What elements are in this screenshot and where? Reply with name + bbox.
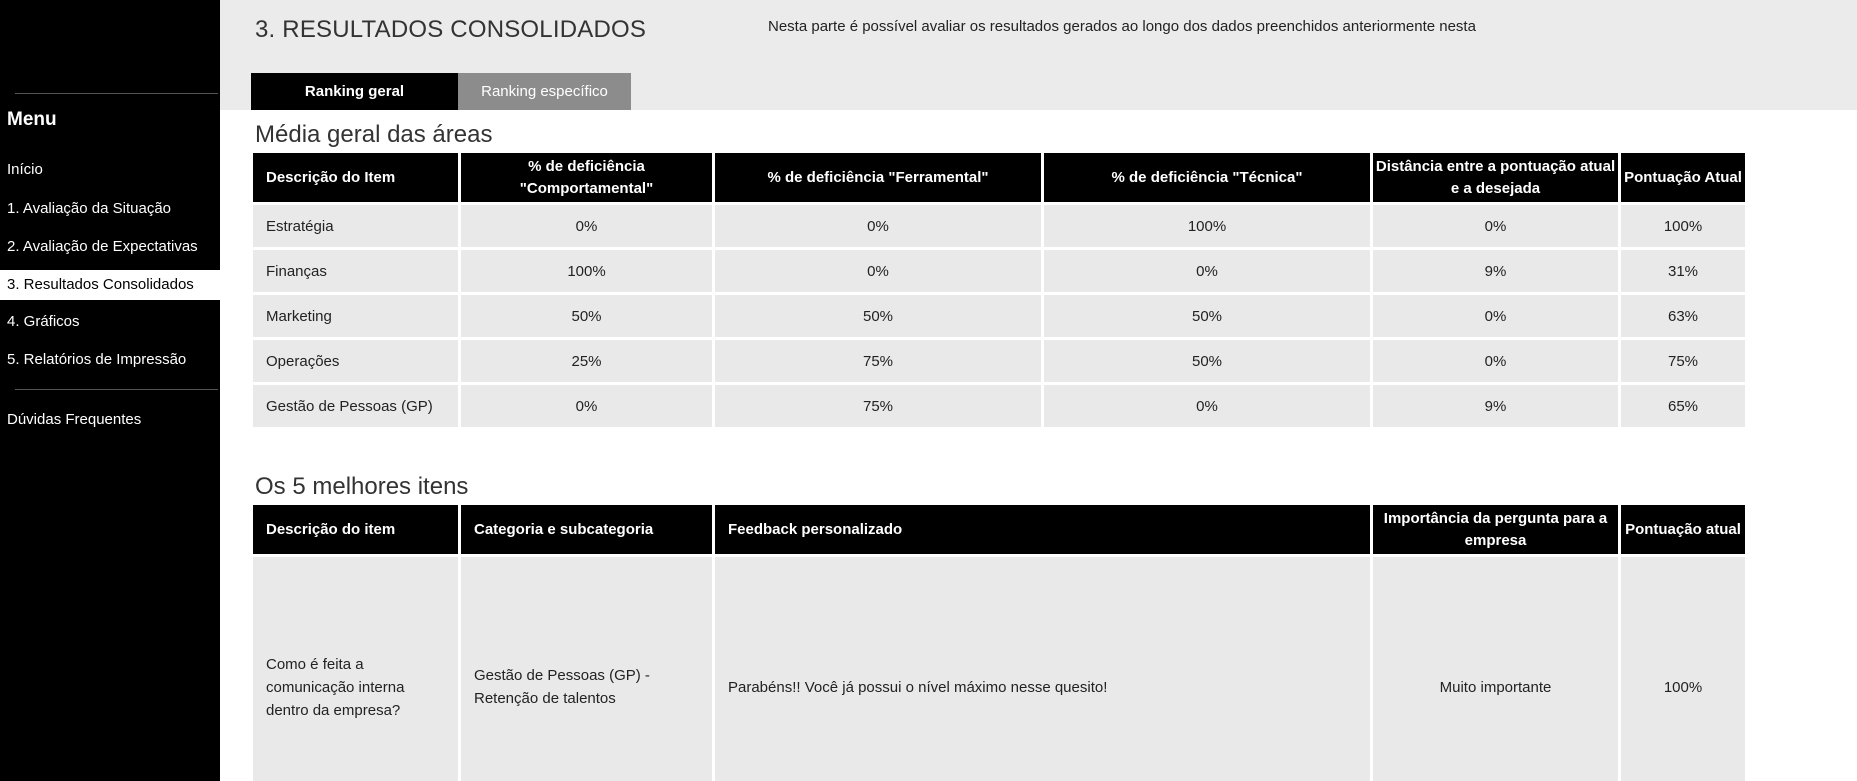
table-cell: 0% (715, 205, 1041, 247)
table-row (253, 340, 1745, 382)
table-cell: 75% (715, 340, 1041, 382)
table-cell: 50% (715, 295, 1041, 337)
column-header: Importância da pergunta para a empresa (1373, 505, 1618, 554)
sidebar (0, 0, 220, 781)
table-cell: 9% (1373, 385, 1618, 427)
table-cell: 0% (461, 205, 712, 247)
table-cell: 100% (461, 250, 712, 292)
table-cell: Parabéns!! Você já possui o nível máximo nesse quesito! (715, 557, 1370, 781)
table-cell: 31% (1621, 250, 1745, 292)
page-description: Nesta parte é possível avaliar os resultados gerados ao longo dos dados preenchidos anteriormente nesta (768, 18, 1476, 35)
sidebar-divider (15, 389, 218, 390)
top5-table (250, 502, 1748, 781)
sidebar-item-graficos[interactable]: 4. Gráficos (7, 313, 80, 330)
sidebar-item-avaliacao-expectativas[interactable]: 2. Avaliação de Expectativas (7, 238, 198, 255)
table-row (253, 250, 1745, 292)
table-cell: 50% (461, 295, 712, 337)
table-cell: 0% (715, 250, 1041, 292)
column-header: % de deficiência "Ferramental" (715, 153, 1041, 202)
table-cell: Gestão de Pessoas (GP) (253, 385, 458, 427)
table-cell: 50% (1044, 340, 1370, 382)
sidebar-item-duvidas-frequentes[interactable]: Dúvidas Frequentes (7, 411, 142, 428)
column-header: Distância entre a pontuação atual e a desejada (1373, 153, 1618, 202)
sidebar-item-resultados-consolidados[interactable]: 3. Resultados Consolidados (0, 270, 220, 300)
table-cell: Muito importante (1373, 557, 1618, 781)
table-cell: 75% (1621, 340, 1745, 382)
table-cell: Estratégia (253, 205, 458, 247)
sidebar-divider (15, 93, 218, 94)
tab-ranking-geral[interactable]: Ranking geral (251, 73, 458, 110)
column-header: Descrição do Item (253, 153, 458, 202)
table-cell: 75% (715, 385, 1041, 427)
page-title: 3. RESULTADOS CONSOLIDADOS (255, 16, 647, 43)
table-cell: 9% (1373, 250, 1618, 292)
table-row (253, 205, 1745, 247)
section-title-top5: Os 5 melhores itens (255, 473, 469, 500)
table-cell: 100% (1621, 557, 1745, 781)
areas-table (250, 150, 1748, 430)
table-row (253, 295, 1745, 337)
table-row (253, 385, 1745, 427)
column-header: % de deficiência "Técnica" (1044, 153, 1370, 202)
table-cell: 63% (1621, 295, 1745, 337)
column-header: Categoria e subcategoria (461, 505, 712, 554)
column-header: Descrição do item (253, 505, 458, 554)
table-cell: 25% (461, 340, 712, 382)
table-cell: 50% (1044, 295, 1370, 337)
tab-ranking-especifico[interactable]: Ranking específico (458, 73, 631, 110)
table-cell: 100% (1621, 205, 1745, 247)
menu-title: Menu (7, 109, 57, 130)
page-header (220, 0, 1857, 110)
table-cell: 65% (1621, 385, 1745, 427)
table-cell: Como é feita a comunicação interna dentro da empresa? (253, 557, 458, 781)
table-cell: 0% (1373, 340, 1618, 382)
sidebar-item-avaliacao-situacao[interactable]: 1. Avaliação da Situação (7, 200, 172, 217)
table-cell: 100% (1044, 205, 1370, 247)
table-cell: 0% (1044, 385, 1370, 427)
sidebar-item-inicio[interactable]: Início (7, 161, 43, 178)
table-header-row (253, 153, 1745, 202)
table-cell: 0% (1373, 205, 1618, 247)
sidebar-item-relatorios-impressao[interactable]: 5. Relatórios de Impressão (7, 351, 187, 368)
column-header: % de deficiência "Comportamental" (461, 153, 712, 202)
column-header: Pontuação Atual (1621, 153, 1745, 202)
column-header: Feedback personalizado (715, 505, 1370, 554)
table-cell: Marketing (253, 295, 458, 337)
column-header: Pontuação atual (1621, 505, 1745, 554)
table-cell: 0% (1044, 250, 1370, 292)
table-cell: 0% (1373, 295, 1618, 337)
table-header-row (253, 505, 1745, 554)
table-cell: Gestão de Pessoas (GP) - Retenção de talentos (461, 557, 712, 781)
table-cell: 0% (461, 385, 712, 427)
table-cell: Operações (253, 340, 458, 382)
table-cell: Finanças (253, 250, 458, 292)
section-title-areas: Média geral das áreas (255, 121, 493, 148)
table-row (253, 557, 1745, 781)
